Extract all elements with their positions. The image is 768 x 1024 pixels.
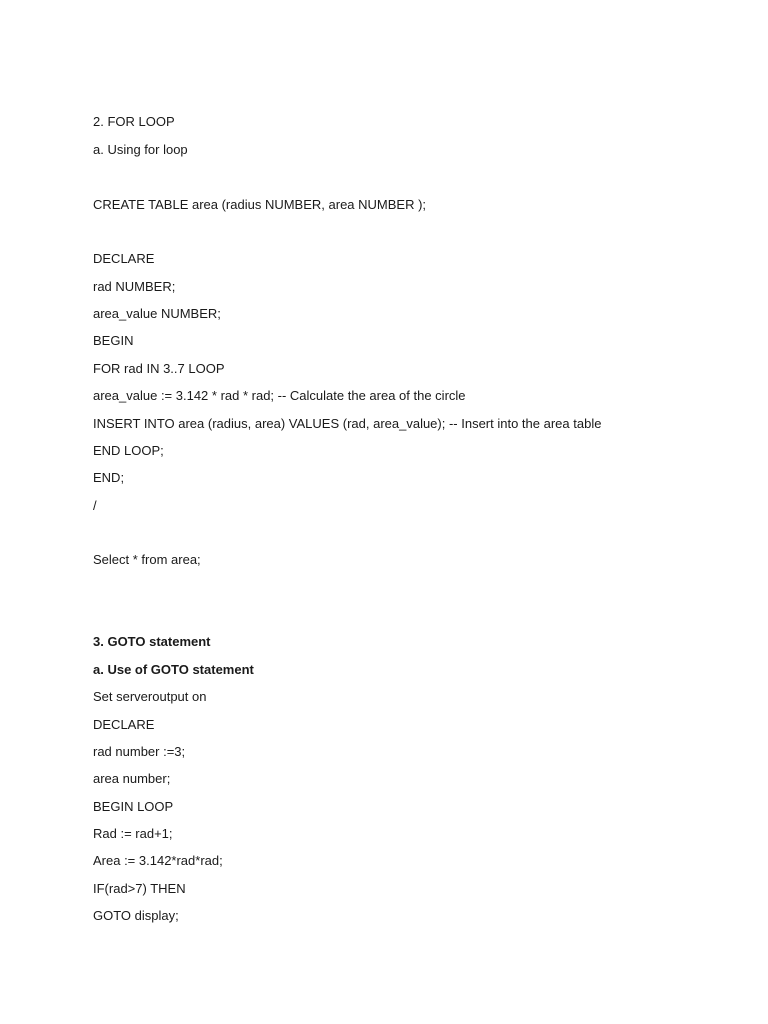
section-subheading-for-loop: a. Using for loop xyxy=(93,142,188,157)
code-line: Set serveroutput on xyxy=(93,689,207,704)
code-line: rad number :=3; xyxy=(93,744,186,759)
code-line: rad NUMBER; xyxy=(93,279,176,294)
code-line: DECLARE xyxy=(93,251,155,266)
code-line: area_value := 3.142 * rad * rad; -- Calculate the area of the circle xyxy=(93,388,466,403)
select-statement: Select * from area; xyxy=(93,552,201,567)
code-line: Rad := rad+1; xyxy=(93,826,173,841)
create-table-statement: CREATE TABLE area (radius NUMBER, area NUMBER ); xyxy=(93,197,427,212)
section-subheading-goto: a. Use of GOTO statement xyxy=(93,662,254,677)
code-line: INSERT INTO area (radius, area) VALUES (rad, area_value); -- Insert into the area table xyxy=(93,416,602,431)
code-line: area_value NUMBER; xyxy=(93,306,221,321)
code-line: END; xyxy=(93,470,125,485)
code-line: Area := 3.142*rad*rad; xyxy=(93,853,223,868)
code-line: GOTO display; xyxy=(93,908,179,923)
code-line: DECLARE xyxy=(93,717,155,732)
code-line: BEGIN LOOP xyxy=(93,799,174,814)
code-line: FOR rad IN 3..7 LOOP xyxy=(93,361,225,376)
code-line: area number; xyxy=(93,771,171,786)
section-heading-goto: 3. GOTO statement xyxy=(93,634,211,649)
code-line: IF(rad>7) THEN xyxy=(93,881,186,896)
code-line: / xyxy=(93,498,97,513)
code-line: END LOOP; xyxy=(93,443,164,458)
section-heading-for-loop: 2. FOR LOOP xyxy=(93,114,175,129)
code-line: BEGIN xyxy=(93,333,134,348)
